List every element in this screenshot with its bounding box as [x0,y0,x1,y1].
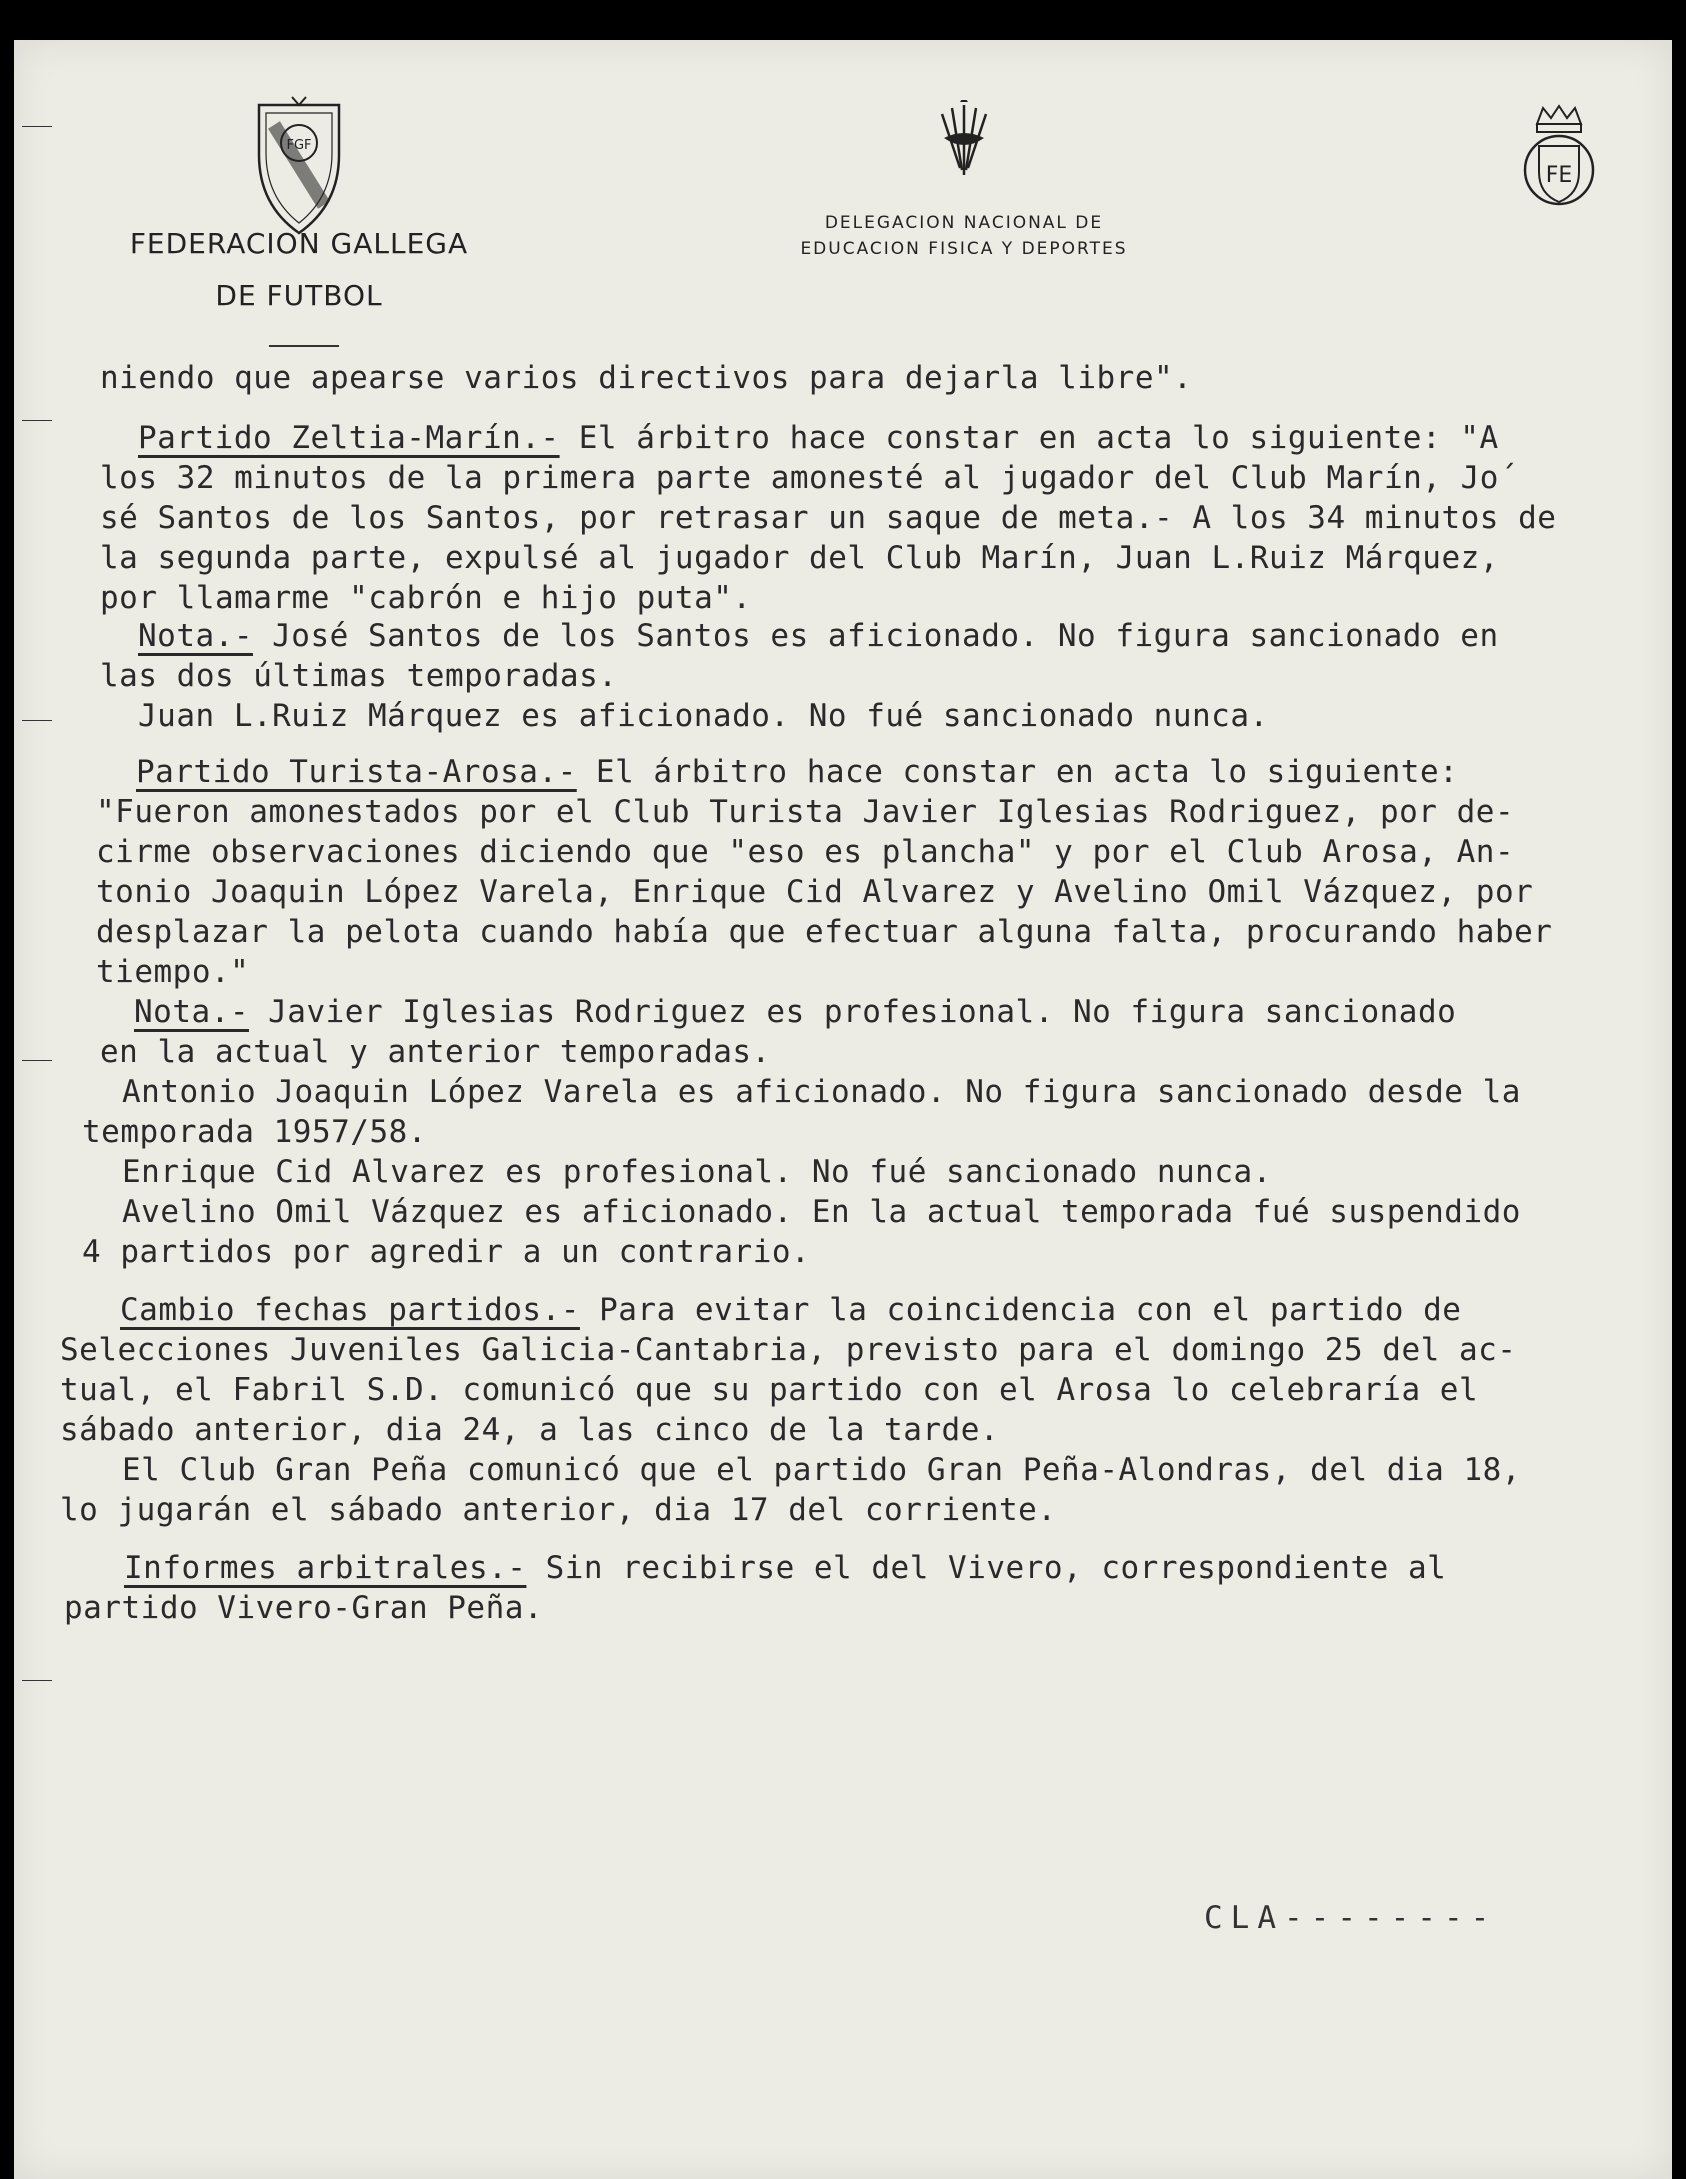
body-line: las dos últimas temporadas. [100,658,618,694]
section-cambio-fechas [120,1292,1461,1328]
body-line: "Fueron amonestados por el Club Turista Javier Iglesias Rodriguez, por de- [96,794,1515,830]
body-line: Para evitar la coincidencia con el partido de [579,1292,1462,1328]
svg-text:FGF: FGF [286,138,312,153]
federation-name [104,218,494,322]
body-line: partido Vivero-Gran Peña. [64,1590,544,1626]
note-heading: Nota.- [138,618,253,654]
body-line: sábado anterior, dia 24, a las cinco de la tarde. [60,1412,1000,1448]
body-line: en la actual y anterior temporadas. [100,1034,771,1070]
note-heading: Nota.- [134,994,249,1030]
body-line: tiempo." [96,954,250,990]
crowned-crest-icon [1519,102,1599,217]
section-informes [124,1550,1446,1586]
body-line: por llamarme "cabrón e hijo puta". [100,580,752,616]
section-turista-arosa [136,754,1458,790]
federation-name-line1: FEDERACION GALLEGA [129,227,469,260]
body-line: los 32 minutos de la primera parte amonesté al jugador del Club Marín, Jo´ [100,460,1519,496]
body-line: José Santos de los Santos es aficionado. No figura sancionado en [252,618,1499,654]
body-line: desplazar la pelota cuando había que efectuar alguna falta, procurando haber [96,914,1553,950]
body-line: El árbitro hace constar en acta lo siguiente: [576,754,1459,790]
section-heading: Partido Zeltia-Marín.- [138,420,560,456]
federation-name-line2: DE FUTBOL [215,279,383,312]
body-line: Javier Iglesias Rodriguez es profesional. No figura sancionado [248,994,1457,1030]
section-heading: Cambio fechas partidos.- [120,1292,580,1328]
delegacion-name [754,210,1174,262]
body-line: temporada 1957/58. [82,1114,427,1150]
body-line: tual, el Fabril S.D. comunicó que su partido con el Arosa lo celebraría el [60,1372,1479,1408]
document-page [14,40,1672,2179]
body-line: Antonio Joaquin López Varela es aficionado. No figura sancionado desde la [122,1074,1521,1110]
body-line: Sin recibirse el del Vivero, correspondiente al [526,1550,1447,1586]
body-line: Enrique Cid Alvarez es profesional. No fué sancionado nunca. [122,1154,1272,1190]
note-1 [138,618,1499,654]
delegacion-line2: EDUCACION FISICA Y DEPORTES [800,239,1128,259]
body-line: Selecciones Juveniles Galicia-Cantabria, previsto para el domingo 25 del ac- [60,1332,1517,1368]
body-line: la segunda parte, expulsé al jugador del Club Marín, Juan L.Ruiz Márquez, [100,540,1499,576]
body-line: El árbitro hace constar en acta lo siguiente: "A [559,420,1499,456]
body-line: Avelino Omil Vázquez es aficionado. En la actual temporada fué suspendido [122,1194,1521,1230]
note-2 [134,994,1456,1030]
body-line: Juan L.Ruiz Márquez es aficionado. No fué sancionado nunca. [138,698,1269,734]
body-line: cirme observaciones diciendo que "eso es plancha" y por el Club Arosa, An- [96,834,1515,870]
body-line: tonio Joaquin López Varela, Enrique Cid Alvarez y Avelino Omil Vázquez, por [96,874,1534,910]
body-line: El Club Gran Peña comunicó que el partido Gran Peña-Alondras, del dia 18, [122,1452,1521,1488]
section-heading: Informes arbitrales.- [124,1550,527,1586]
section-heading: Partido Turista-Arosa.- [136,754,577,790]
svg-text:FE: FE [1545,163,1573,188]
footer-cla: CLA-------- [1204,1900,1498,1936]
body-line: lo jugarán el sábado anterior, dia 17 del corriente. [60,1492,1057,1528]
body-line: sé Santos de los Santos, por retrasar un saque de meta.- A los 34 minutos de [100,500,1557,536]
body-line: 4 partidos por agredir a un contrario. [82,1234,811,1270]
binder-mark [22,1680,52,1681]
section-zeltia-marin [138,420,1499,456]
header-rule [269,345,339,347]
delegacion-line1: DELEGACION NACIONAL DE [824,213,1104,233]
yoke-arrows-icon [934,100,994,185]
body-line: niendo que apearse varios directivos para dejarla libre". [100,360,1193,396]
